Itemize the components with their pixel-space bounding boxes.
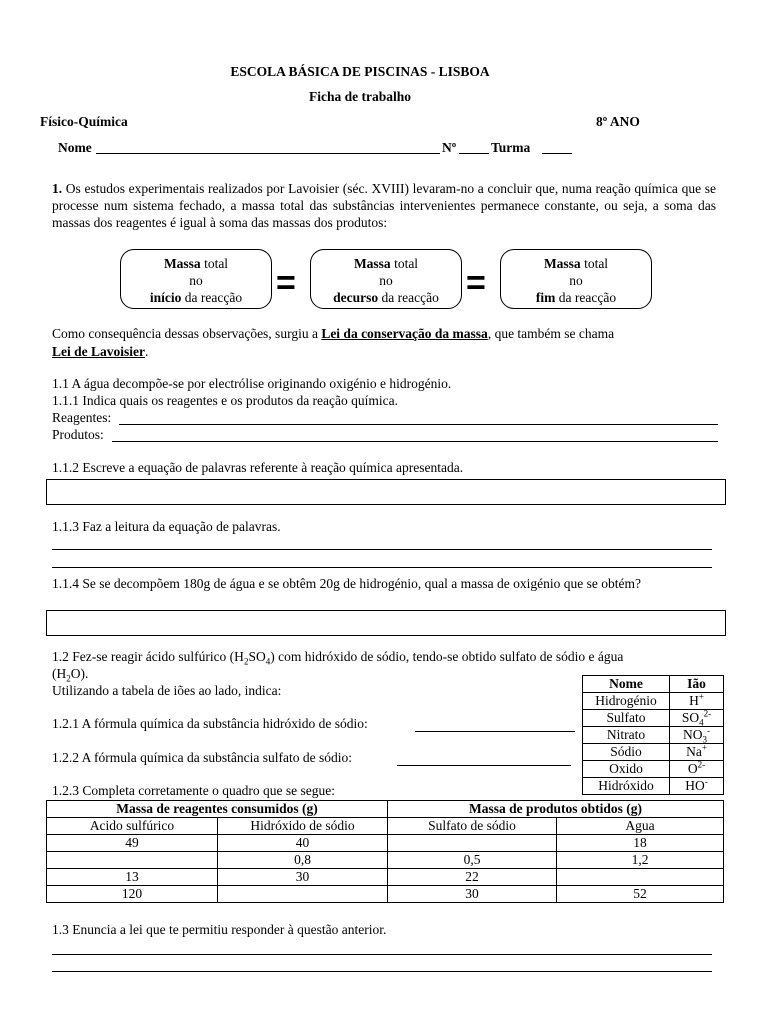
ion-charge: +	[701, 742, 707, 753]
table-row	[47, 835, 724, 852]
q12-sub-4: 4	[265, 656, 271, 667]
ion-name: Hidróxido	[583, 778, 670, 795]
law-lavoisier: Lei de Lavoisier	[52, 344, 145, 359]
law-mid: , que também se chama	[487, 326, 615, 341]
question-1-1-4: 1.1.4 Se se decompõem 180g de água e se obtêm 20g de hidrogénio, qual a massa de oxigénio que se obtém?	[52, 576, 641, 591]
ion-formula	[670, 761, 724, 778]
ion-row	[583, 727, 724, 744]
cell[interactable]	[388, 835, 557, 852]
ion-row	[583, 744, 724, 761]
mass-box-start-moment: início	[149, 290, 182, 305]
products-label: Produtos:	[52, 427, 104, 442]
ion-name: Nitrato	[583, 727, 670, 744]
mass-box-start-moment-rest: da reacção	[181, 290, 243, 305]
col-sodium-hydroxide: Hidróxido de sódio	[218, 818, 388, 835]
ion-header-ion: Ião	[670, 676, 724, 693]
ion-formula	[670, 727, 724, 744]
mass-box-end-moment: fim	[535, 290, 556, 305]
question-1-text: Os estudos experimentais realizados por Lavoisier (séc. XVIII) levaram-no a concluir que, numa reação química que se processe num sistema fechado, a massa total das substâncias intervenientes permanece constante, ou seja, a soma das massas dos reagentes é igual à soma das massas dos produtos:	[52, 181, 716, 230]
question-1-2-line-1	[52, 649, 623, 665]
question-1-2-2: 1.2.2 A fórmula química da substância sulfato de sódio:	[52, 750, 352, 765]
table-row	[47, 852, 724, 869]
reagents-label: Reagentes:	[52, 410, 112, 425]
question-1-3: 1.3 Enuncia a lei que te permitiu responder à questão anterior.	[52, 922, 387, 937]
mass-box-end-bold: Massa	[543, 256, 581, 271]
ion-base: O	[687, 761, 698, 776]
ion-formula	[670, 778, 724, 795]
reagents-group-header: Massa de reagentes consumidos (g)	[47, 801, 388, 818]
question-1-2-3: 1.2.3 Completa corretamente o quadro que se segue:	[52, 783, 336, 798]
word-equation-answer-box[interactable]	[46, 479, 726, 505]
mass-box-during-bold: Massa	[353, 256, 391, 271]
q12-text-c: ) com hidróxido de sódio, tendo-se obtido sulfato de sódio e água	[270, 649, 624, 664]
q12-water-sub-2: 2	[66, 673, 71, 684]
law-answer-line-1[interactable]	[52, 954, 712, 955]
cell[interactable]	[47, 852, 218, 869]
mass-box-start-rest: total	[200, 256, 229, 271]
school-title: ESCOLA BÁSICA DE PISCINAS - LISBOA	[230, 64, 490, 79]
question-1-1-2: 1.1.2 Escreve a equação de palavras referente à reação química apresentada.	[52, 460, 464, 475]
sheet-title: Ficha de trabalho	[308, 89, 411, 104]
reagents-answer-line[interactable]	[119, 424, 718, 425]
cell[interactable]: 1,2	[557, 852, 724, 869]
q12-text-a: 1.2 Fez-se reagir ácido sulfúrico (H	[52, 649, 244, 664]
ion-row	[583, 778, 724, 795]
subject: Físico-Química	[40, 114, 128, 129]
col-sulfuric-acid: Acido sulfúrico	[47, 818, 218, 835]
ion-charge: +	[698, 691, 704, 702]
mass-box-end-no: no	[569, 273, 583, 288]
ion-formula	[670, 710, 724, 727]
name-field[interactable]	[96, 153, 440, 154]
mass-box-start-bold: Massa	[163, 256, 201, 271]
class-label: Turma	[491, 140, 531, 155]
sodium-sulfate-answer-line[interactable]	[397, 765, 571, 766]
law-end: .	[145, 344, 149, 359]
ion-base: SO	[681, 710, 700, 725]
ion-table	[582, 675, 724, 795]
law-answer-line-2[interactable]	[52, 971, 712, 972]
name-label: Nome	[58, 140, 92, 155]
q12-text-b: SO	[248, 649, 266, 664]
question-1-1-1: 1.1.1 Indica quais os reagentes e os produtos da reação química.	[52, 393, 399, 408]
question-1-1: 1.1 A água decompõe-se por electrólise originando oxigénio e hidrogénio.	[52, 376, 452, 391]
cell[interactable]: 30	[218, 869, 388, 886]
ion-base: NO	[683, 727, 703, 742]
cell[interactable]: 30	[388, 886, 557, 903]
cell[interactable]: 18	[557, 835, 724, 852]
class-field[interactable]	[542, 153, 572, 154]
q12-text-e: O).	[70, 666, 89, 681]
equals-sign-2: =	[466, 264, 486, 302]
reading-answer-line-2[interactable]	[52, 567, 712, 568]
cell[interactable]: 40	[218, 835, 388, 852]
question-1-2-line-2	[52, 666, 88, 682]
question-1	[52, 180, 716, 231]
products-group-header: Massa de produtos obtidos (g)	[388, 801, 724, 818]
mass-table-column-header	[47, 818, 724, 835]
cell[interactable]: 52	[557, 886, 724, 903]
sodium-hydroxide-answer-line[interactable]	[415, 731, 575, 732]
mass-box-end-rest: total	[580, 256, 609, 271]
cell[interactable]	[557, 869, 724, 886]
products-answer-line[interactable]	[112, 441, 718, 442]
ion-header-name: Nome	[583, 676, 670, 693]
mass-box-during-rest: total	[390, 256, 419, 271]
mass-box-start	[120, 249, 272, 309]
mass-box-during-moment: decurso	[333, 290, 379, 305]
col-water: Agua	[557, 818, 724, 835]
oxygen-mass-answer-box[interactable]	[46, 610, 726, 636]
cell[interactable]: 13	[47, 869, 218, 886]
use-ion-table: Utilizando a tabela de iões ao lado, indica:	[52, 683, 282, 698]
ion-formula	[670, 693, 724, 710]
mass-box-during	[310, 249, 462, 309]
equals-sign-1: =	[276, 264, 296, 302]
mass-table	[46, 800, 724, 903]
ion-base: H	[689, 693, 699, 708]
ion-charge: -	[704, 776, 708, 787]
table-row	[47, 886, 724, 903]
ion-name: Oxido	[583, 761, 670, 778]
ion-formula	[670, 744, 724, 761]
grade: 8º ANO	[596, 114, 640, 129]
q12-sub-2: 2	[243, 656, 249, 667]
number-field[interactable]	[459, 153, 489, 154]
ion-name: Sulfato	[583, 710, 670, 727]
col-sodium-sulfate: Sulfato de sódio	[388, 818, 557, 835]
ion-base: HO	[685, 778, 705, 793]
mass-box-start-no: no	[189, 273, 203, 288]
mass-table-group-header	[47, 801, 724, 818]
cell[interactable]: 0,5	[388, 852, 557, 869]
question-1-number: 1.	[52, 181, 63, 196]
mass-box-end-moment-rest: da reacção	[555, 290, 617, 305]
cell[interactable]: 0,8	[218, 852, 388, 869]
ion-charge: 2-	[703, 708, 712, 719]
table-row	[47, 869, 724, 886]
ion-name: Sódio	[583, 744, 670, 761]
law-conservation-mass: Lei da conservação da massa	[321, 326, 488, 341]
cell[interactable]: 22	[388, 869, 557, 886]
law-pre: Como consequência dessas observações, surgiu a	[52, 326, 322, 341]
ion-table-header	[583, 676, 724, 693]
mass-box-during-no: no	[379, 273, 393, 288]
question-1-1-3: 1.1.3 Faz a leitura da equação de palavras.	[52, 519, 281, 534]
ion-charge: -	[707, 725, 710, 736]
ion-name: Hidrogénio	[583, 693, 670, 710]
ion-row	[583, 710, 724, 727]
ion-subscript: 3	[702, 734, 707, 745]
q12-text-d: (H	[52, 666, 67, 681]
ion-row	[583, 761, 724, 778]
ion-charge: 2-	[697, 759, 706, 770]
law-line-1	[52, 326, 614, 342]
ion-subscript: 4	[699, 717, 704, 728]
reading-answer-line-1[interactable]	[52, 549, 712, 550]
mass-box-end	[500, 249, 652, 309]
cell[interactable]: 120	[47, 886, 218, 903]
number-label: Nº	[442, 140, 457, 155]
law-line-2	[52, 344, 148, 360]
question-1-2-1: 1.2.1 A fórmula química da substância hidróxido de sódio:	[52, 716, 368, 731]
ion-row	[583, 693, 724, 710]
ion-base: Na	[686, 744, 702, 759]
mass-box-during-moment-rest: da reacção	[378, 290, 439, 305]
cell[interactable]: 49	[47, 835, 218, 852]
cell[interactable]	[218, 886, 388, 903]
